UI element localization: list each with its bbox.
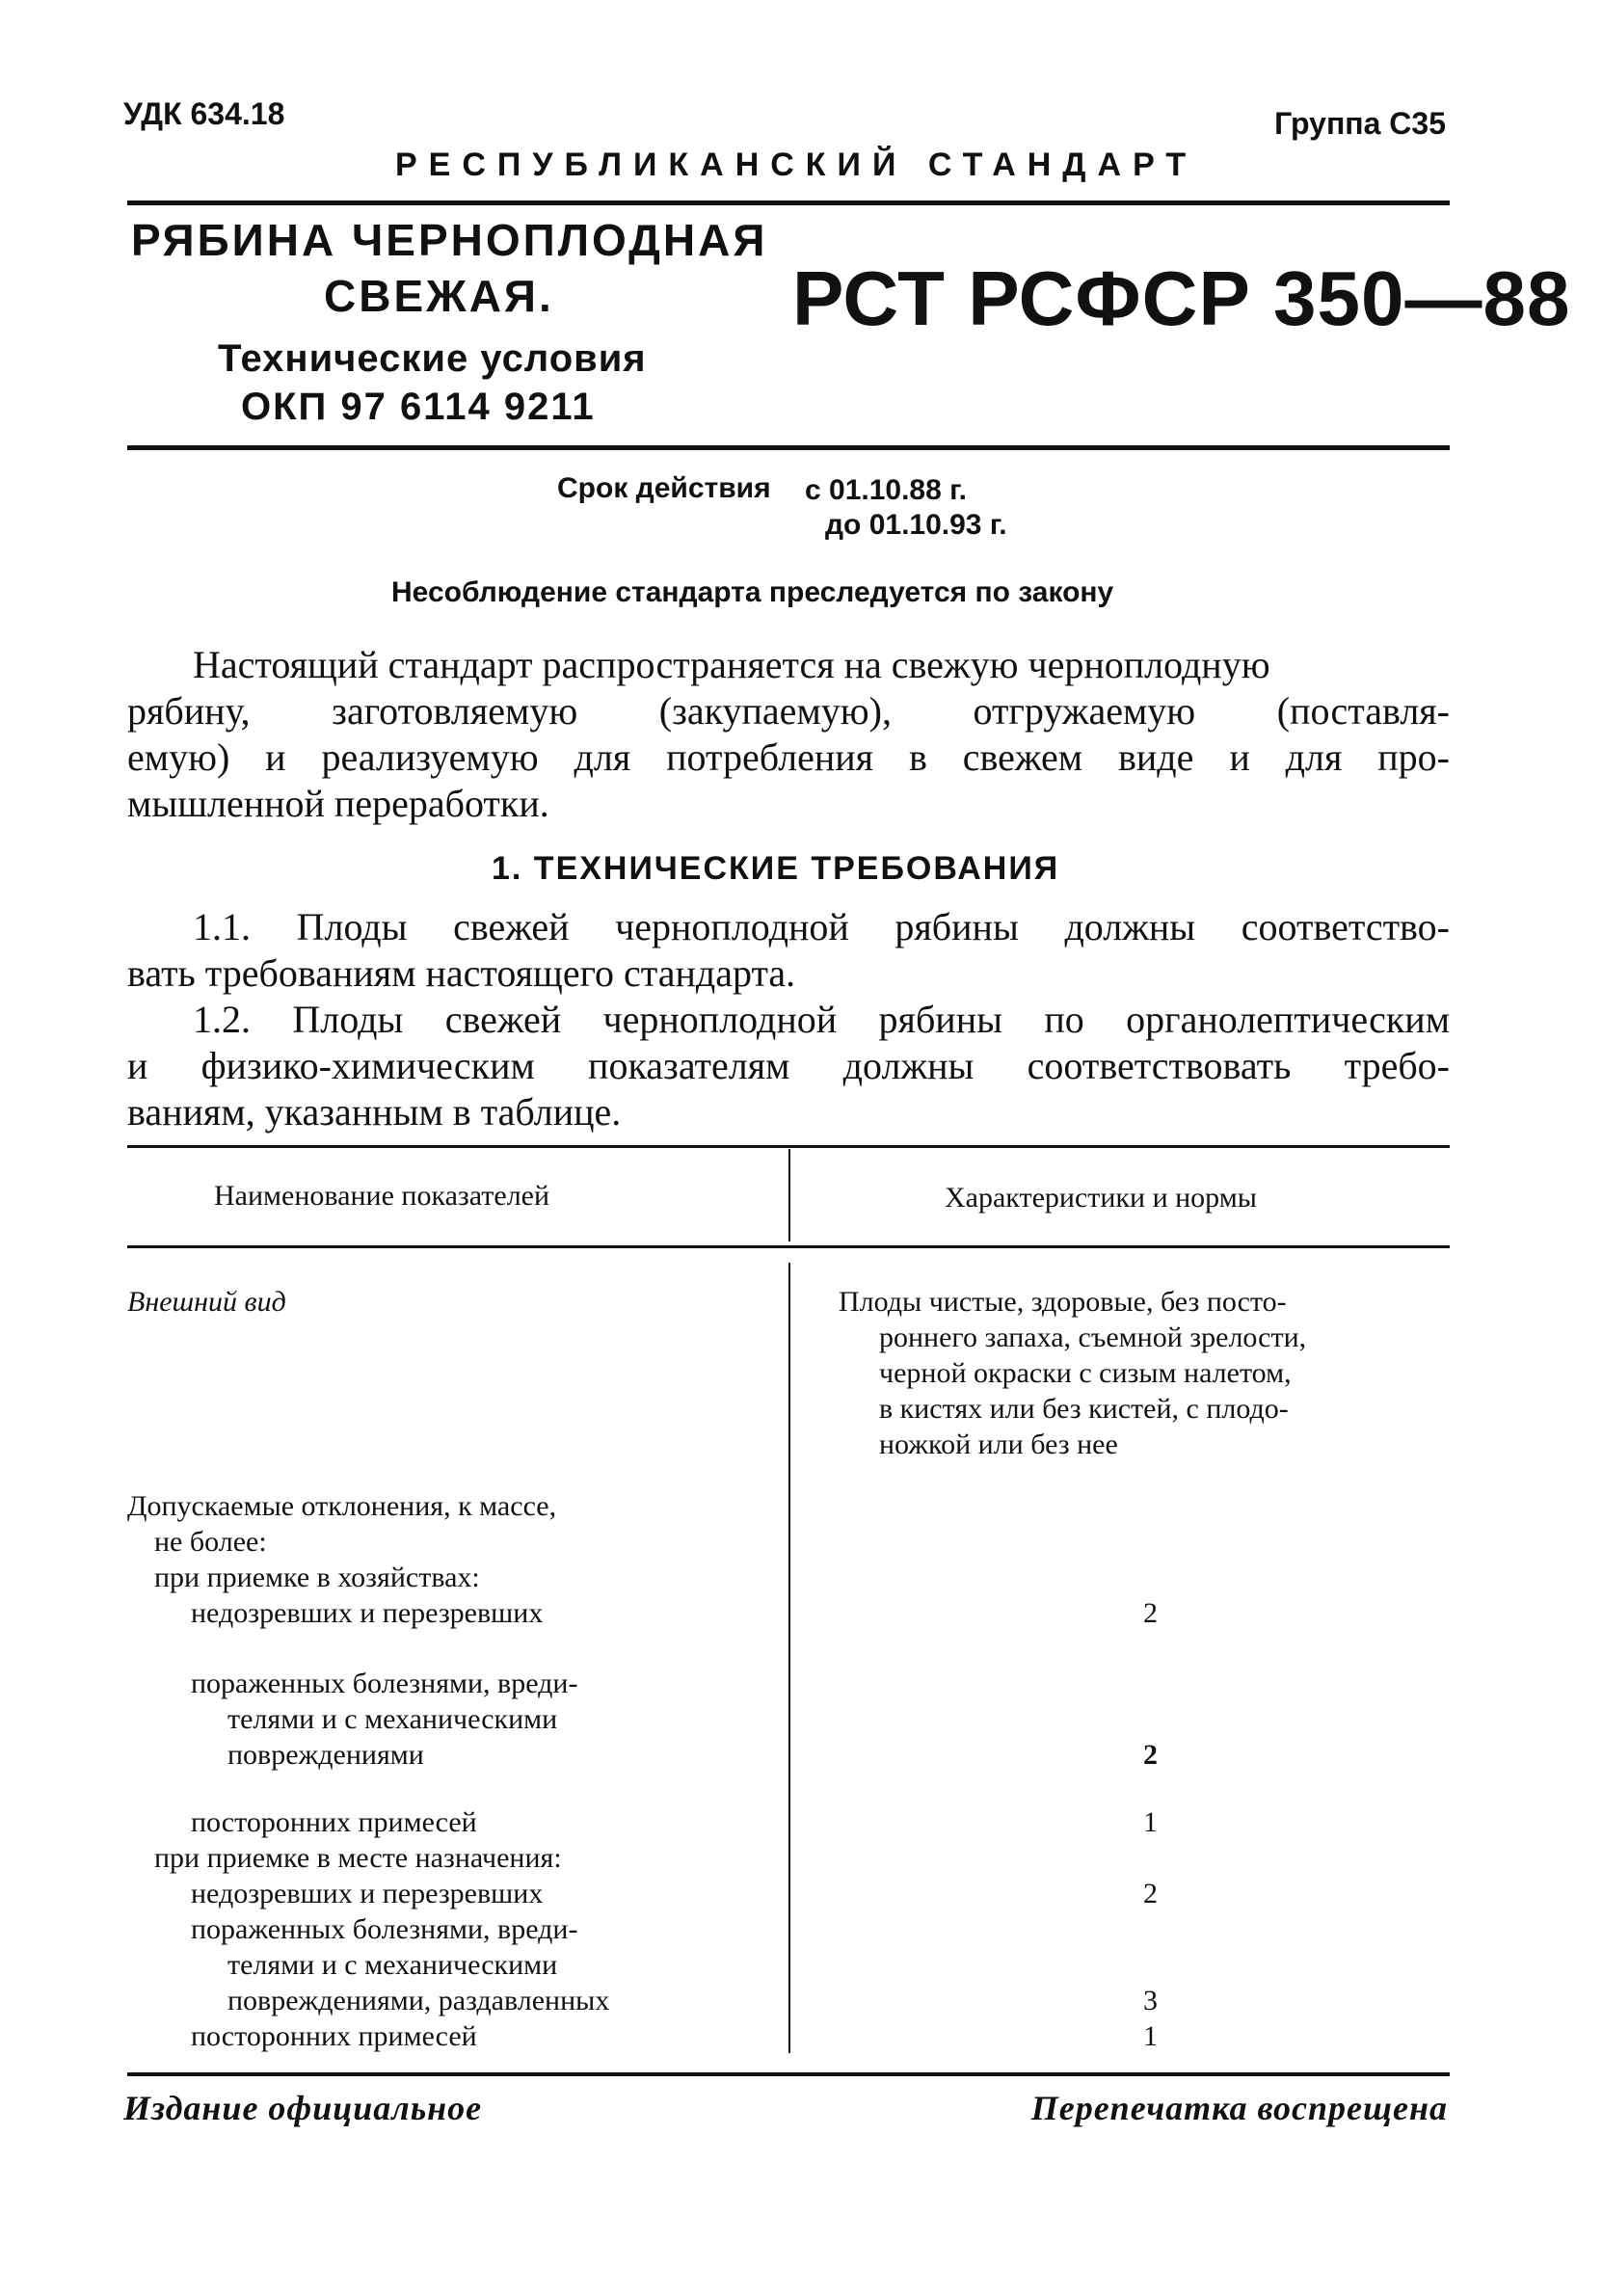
- dest-unripe-label: недозревших и перезревших: [191, 1878, 544, 1909]
- para-1-2-line-3: ваниям, указанным в таблице.: [127, 1090, 622, 1134]
- dest-foreign-value: 1: [1143, 2020, 1158, 2052]
- para-1-2-line-1: 1.2. Плоды свежей черноплодной рябины по органолептическим: [193, 998, 1450, 1041]
- para-1-1-line-1: 1.1. Плоды свежей черноплодной рябины должны соответство-: [193, 905, 1450, 948]
- dest-damaged-label-3: повреждениями, раздавленных: [227, 1985, 610, 2016]
- group-code: Группа С35: [1274, 106, 1446, 141]
- row-appearance-value-2: роннего запаха, съемной зрелости,: [879, 1322, 1307, 1353]
- section-heading: 1. ТЕХНИЧЕСКИЕ ТРЕБОВАНИЯ: [492, 850, 1060, 887]
- dest-damaged-label-2: телями и с механическими: [227, 1949, 558, 1981]
- row-appearance-name: Внешний вид: [127, 1286, 286, 1318]
- validity-to: до 01.10.93 г.: [825, 509, 1007, 541]
- title-rule: [127, 445, 1450, 450]
- para-1-2-line-2: и физико-химическим показателям должны соответствовать требо-: [127, 1044, 1450, 1087]
- farm-acceptance-header: при приемке в хозяйствах:: [154, 1562, 480, 1593]
- table-col-name-header: Наименование показателей: [214, 1180, 550, 1212]
- farm-foreign-value: 1: [1143, 1806, 1158, 1838]
- table-col-norms-header: Характеристики и нормы: [945, 1182, 1257, 1214]
- farm-foreign-label: посторонних примесей: [191, 1806, 477, 1838]
- document-subtitle: Технические условия: [218, 337, 647, 380]
- table-header-rule: [127, 1245, 1450, 1248]
- table-header-divider: [788, 1149, 790, 1241]
- okp-code: ОКП 97 6114 9211: [241, 386, 596, 428]
- table-top-rule: [127, 1145, 1450, 1148]
- udk-code: УДК 634.18: [123, 96, 285, 131]
- row-appearance-value-4: в кистях или без кистей, с плодо-: [879, 1393, 1289, 1425]
- row-appearance-value-5: ножкой или без нее: [879, 1428, 1118, 1460]
- farm-unripe-value: 2: [1143, 1597, 1158, 1629]
- row-appearance-value-3: черной окраски с сизым налетом,: [879, 1357, 1292, 1389]
- farm-damaged-label-2: телями и с механическими: [227, 1703, 558, 1735]
- law-notice: Несоблюдение стандарта преследуется по закону: [391, 576, 1114, 608]
- destination-acceptance-header: при приемке в месте назначения:: [154, 1842, 562, 1874]
- republic-standard-label: РЕСПУБЛИКАНСКИЙ СТАНДАРТ: [395, 147, 1198, 183]
- product-title-line2: СВЕЖАЯ.: [324, 271, 554, 321]
- validity-label: Срок действия: [557, 472, 771, 504]
- table-body-divider: [788, 1263, 790, 2053]
- table-bottom-rule: [127, 2072, 1450, 2076]
- dest-damaged-value: 3: [1143, 1985, 1158, 2016]
- product-title: РЯБИНА ЧЕРНОПЛОДНАЯ: [131, 215, 768, 265]
- footer-reprint-prohibited: Перепечатка воспрещена: [1030, 2089, 1448, 2127]
- dest-unripe-value: 2: [1143, 1878, 1158, 1909]
- footer-official-edition: Издание официальное: [123, 2089, 483, 2127]
- intro-line-4: мышленной переработки.: [127, 782, 549, 825]
- farm-damaged-value: 2: [1143, 1739, 1158, 1771]
- deviations-title-1: Допускаемые отклонения, к массе,: [127, 1490, 557, 1522]
- farm-damaged-label-1: пораженных болезнями, вреди-: [191, 1668, 578, 1699]
- farm-damaged-label-3: повреждениями: [227, 1739, 424, 1771]
- intro-line-3: емую) и реализуемую для потребления в свежем виде и для про-: [127, 735, 1450, 779]
- intro-line-1: Настоящий стандарт распространяется на свежую черноплодную: [193, 643, 1270, 686]
- farm-unripe-label: недозревших и перезревших: [191, 1597, 544, 1629]
- header-rule: [127, 200, 1450, 205]
- para-1-1-line-2: вать требованиям настоящего стандарта.: [127, 951, 796, 995]
- dest-foreign-label: посторонних примесей: [191, 2020, 477, 2052]
- intro-line-2: рябину, заготовляемую (закупаемую), отгружаемую (поставля-: [127, 689, 1450, 733]
- row-appearance-value-1: Плоды чистые, здоровые, без посто-: [839, 1286, 1287, 1318]
- dest-damaged-label-1: пораженных болезнями, вреди-: [191, 1913, 578, 1945]
- validity-from: с 01.10.88 г.: [805, 474, 967, 506]
- deviations-title-2: не более:: [154, 1526, 267, 1558]
- standard-code: РСТ РСФСР 350—88: [792, 255, 1571, 341]
